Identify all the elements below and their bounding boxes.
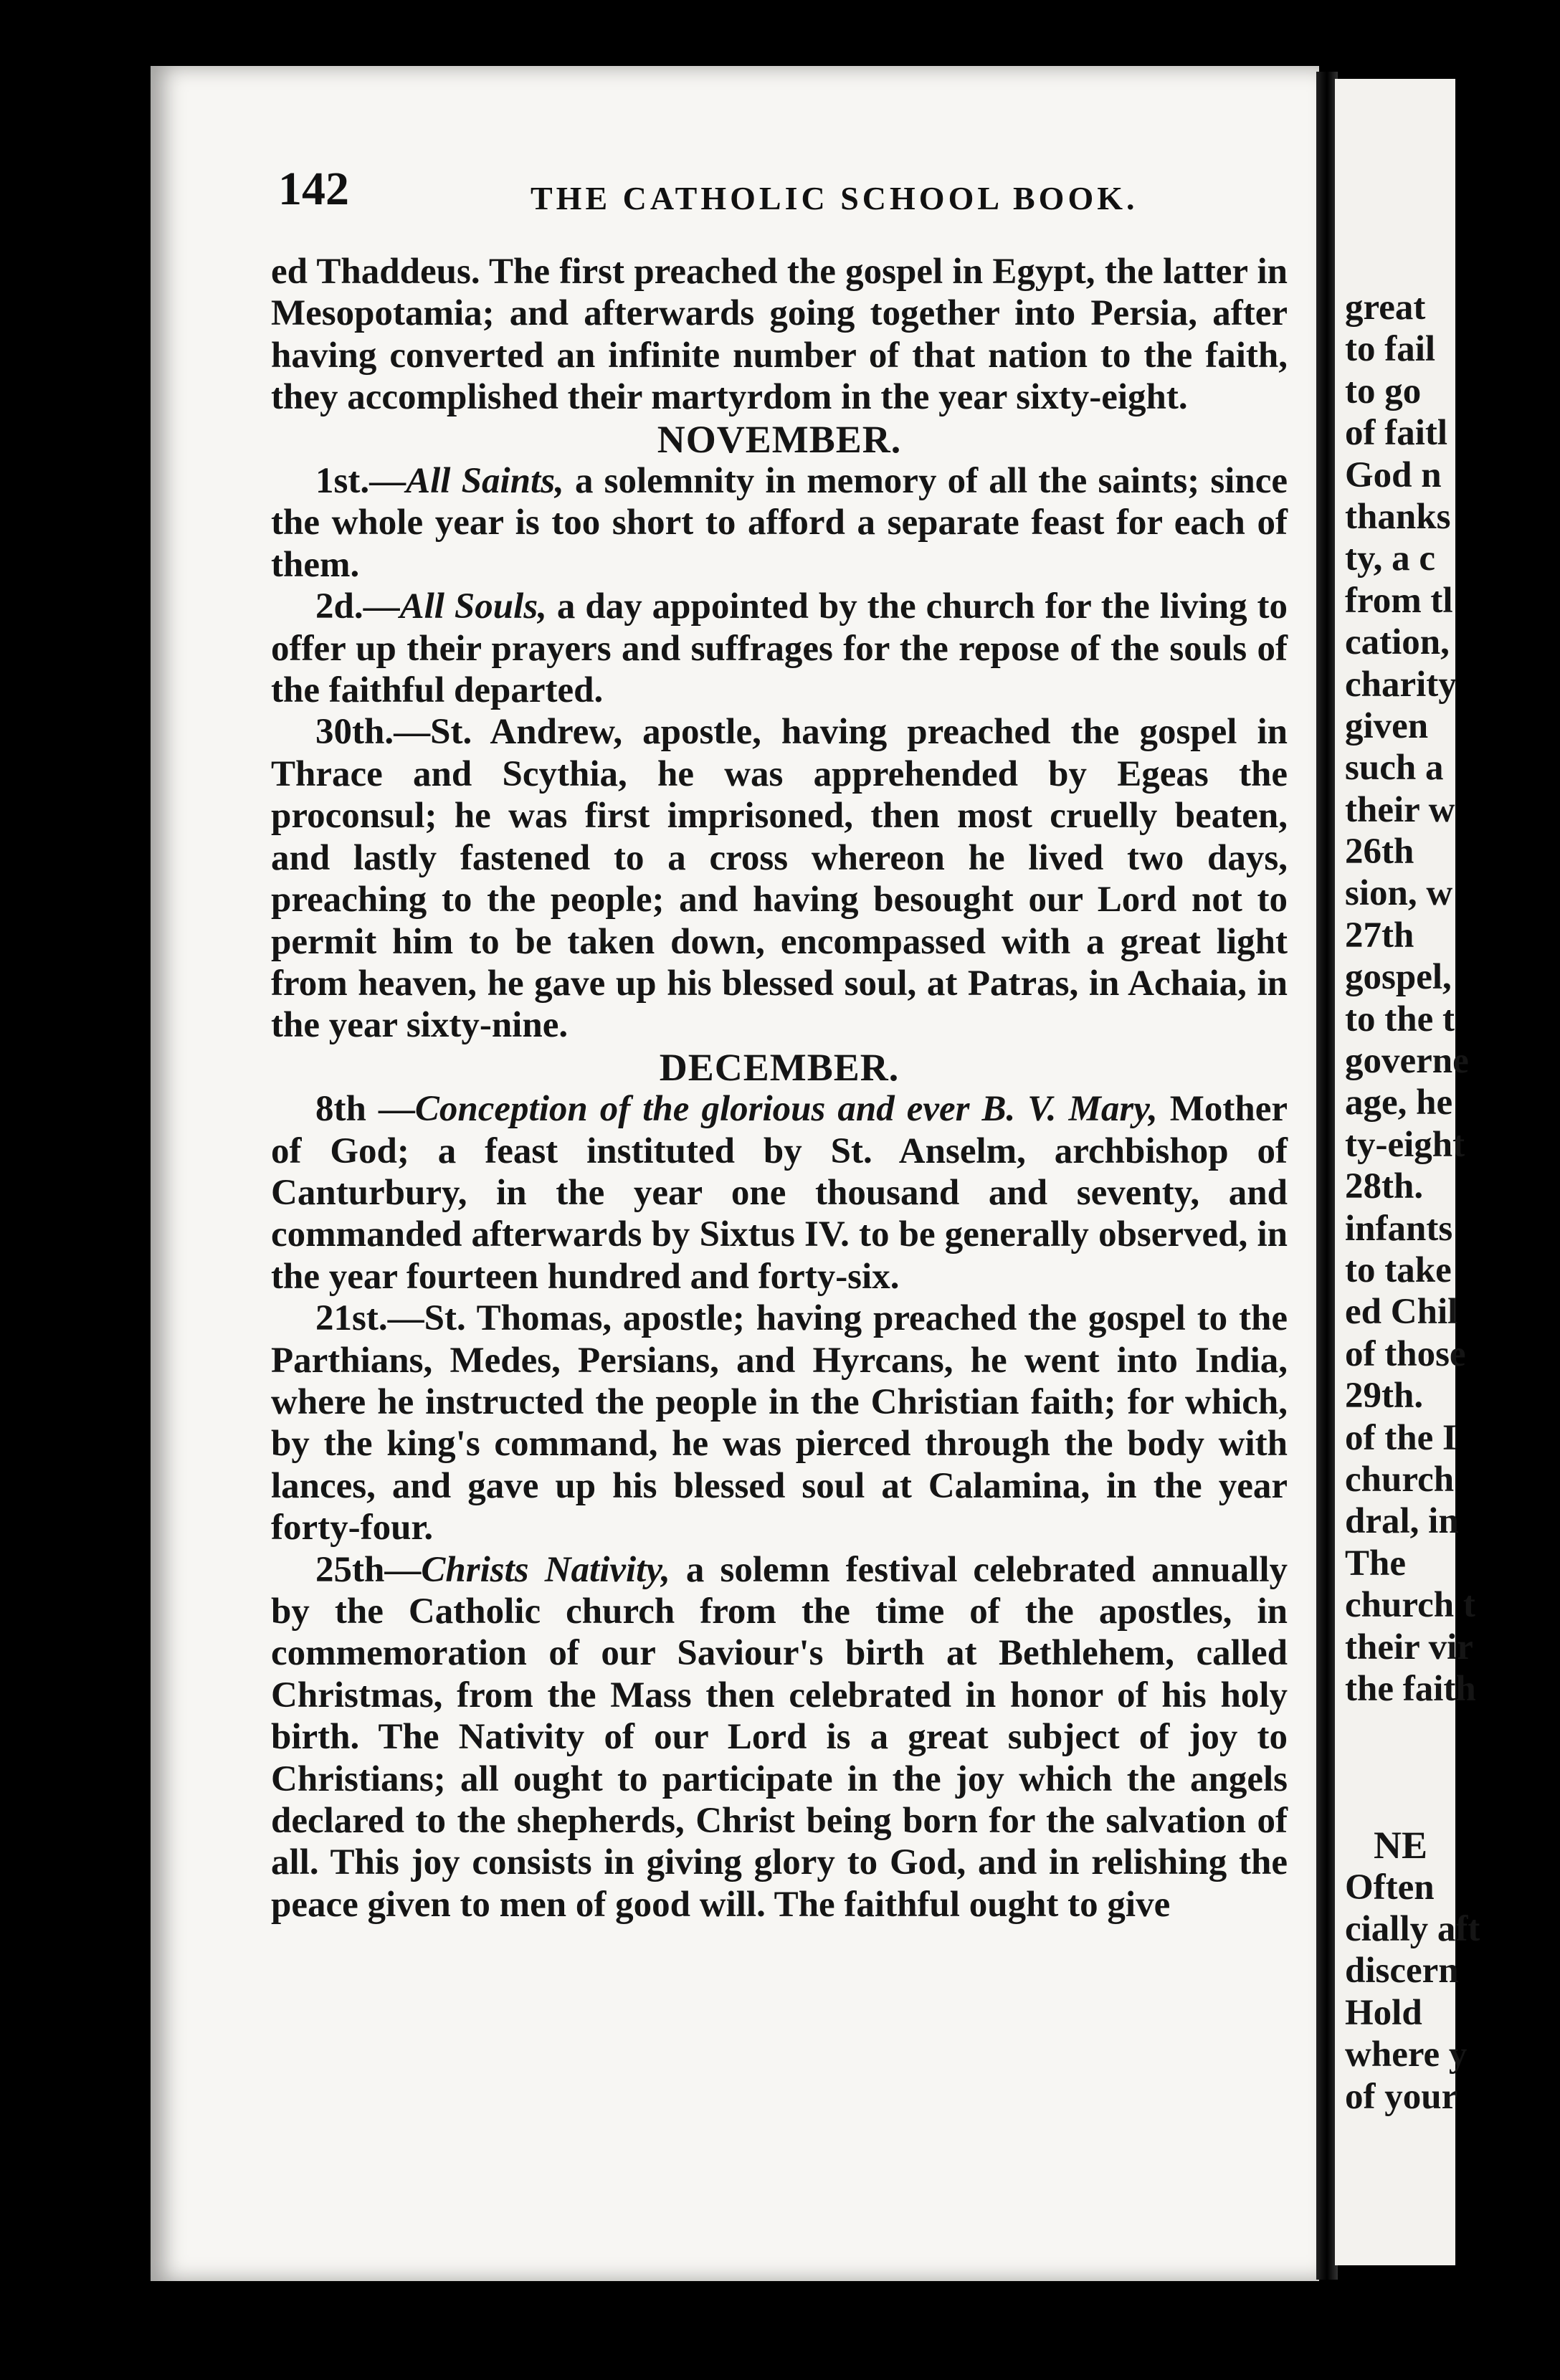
facing-line: of your — [1345, 2076, 1458, 2117]
page-number: 142 — [278, 163, 349, 215]
running-title: THE CATHOLIC SCHOOL BOOK. — [531, 180, 1138, 216]
facing-line: given — [1345, 705, 1429, 746]
entry-november-2 — [271, 586, 1288, 711]
facing-line: ed Chil — [1345, 1292, 1458, 1333]
november-heading: NOVEMBER. — [657, 417, 902, 461]
facing-line: gospel, — [1345, 957, 1452, 998]
facing-line: from tl — [1345, 580, 1453, 621]
december-heading: DECEMBER. — [659, 1045, 900, 1089]
facing-line: ty, a c — [1345, 538, 1436, 579]
facing-line: dral, in — [1345, 1501, 1459, 1542]
facing-line: Often — [1345, 1867, 1435, 1908]
facing-line: 29th. — [1345, 1376, 1424, 1417]
entry-text: Mother of God; a feast instituted by St. Anselm, archbishop of Canturbury, in the year one thousand and seventy, and commanded afterwards by Sixtus IV. to be generally observed, in the year fourteen hundred and forty-six. — [271, 1089, 1288, 1297]
entry-date: 2d.— — [315, 586, 400, 627]
entry-title: Conception of the glorious and ever B. V. Mary, — [414, 1089, 1158, 1130]
facing-line: of those — [1345, 1333, 1466, 1374]
facing-line: the faith — [1345, 1668, 1476, 1709]
entry-december-25 — [271, 1549, 1288, 1926]
main-text — [271, 251, 1288, 1926]
entry-text: a solemnity in memory of all the saints; since the whole year is too short to afford a separate feast for each of them. — [271, 461, 1288, 585]
entry-text: St. Thomas, apostle; having preached the gospel to the Parthians, Medes, Persians, and Hyrcans, he went into India, where he instructed the people in the Christian faith; for which, by the king's command, he was pierced through the body with lances, and gave up his blessed soul at Calamina, in the year forty-four. — [271, 1298, 1288, 1548]
intro-paragraph: ed Thaddeus. The first preached the gospel in Egypt, the latter in Mesopotamia; and afterwards going together into Persia, after having converted an infinite number of that nation to the faith, they accomplished their martyrdom in the year sixty-eight. — [271, 252, 1288, 418]
entry-title: All Souls, — [399, 586, 547, 627]
facing-line: charity — [1345, 664, 1457, 705]
facing-line: their vir — [1345, 1627, 1473, 1667]
entry-title: All Saints, — [406, 461, 564, 502]
facing-line: to the t — [1345, 999, 1455, 1039]
facing-line: 26th — [1345, 832, 1414, 872]
entry-text: a solemn festival celebrated annually by the Catholic church from the time of the apostles, in commemoration of our Saviour's birth at Bethlehem, called Christmas, from the Mass then celebrated in honor of his holy birth. The Nativity of our Lord is a great subject of joy to Christians; all ought to participate in the joy which the angels declared to the shepherds, Christ being born for the salvation of all. This joy consists in giving glory to God, and in relishing the peace given to men of good will. The faithful ought to give — [271, 1549, 1288, 1925]
facing-line: 28th. — [1345, 1166, 1424, 1207]
facing-line: infants — [1345, 1208, 1453, 1249]
facing-line: of faitl — [1345, 413, 1448, 454]
facing-line: to go — [1345, 371, 1422, 411]
entry-date: 1st.— — [315, 461, 406, 502]
entry-date: 21st.— — [315, 1298, 424, 1339]
facing-line: great — [1345, 287, 1426, 328]
facing-line: ty-eight — [1345, 1124, 1465, 1165]
facing-line: cation, — [1345, 622, 1450, 663]
entry-date: 8th — — [315, 1089, 415, 1130]
facing-line: Hold — [1345, 1992, 1422, 2033]
facing-line: where y — [1345, 2034, 1468, 2075]
facing-line: The — [1345, 1543, 1407, 1584]
facing-line: 27th — [1345, 915, 1414, 956]
facing-line: age, he — [1345, 1082, 1453, 1123]
facing-line: to take — [1345, 1250, 1452, 1290]
facing-line: their w — [1345, 789, 1455, 830]
facing-line: church t — [1345, 1585, 1475, 1626]
facing-page-text — [1345, 287, 1560, 2118]
entry-december-21 — [271, 1298, 1288, 1548]
facing-line: God n — [1345, 454, 1442, 495]
entry-title: Christs Nativity, — [421, 1549, 670, 1590]
facing-line: church — [1345, 1459, 1455, 1500]
entry-date: 30th.— — [315, 712, 431, 753]
entry-november-1 — [271, 460, 1288, 586]
entry-november-30 — [271, 711, 1288, 1046]
facing-line: such a — [1345, 748, 1444, 789]
facing-line: thanks — [1345, 496, 1451, 537]
facing-line: governe — [1345, 1041, 1469, 1082]
facing-line: sion, w — [1345, 873, 1453, 914]
entry-date: 25th— — [315, 1549, 422, 1590]
facing-heading: NE — [1374, 1824, 1428, 1867]
facing-gap — [1345, 1710, 1560, 1824]
facing-line: of the I — [1345, 1417, 1457, 1458]
facing-line: discern — [1345, 1951, 1459, 1991]
facing-line: cially aft — [1345, 1909, 1480, 1950]
facing-line: to fail — [1345, 329, 1436, 370]
entry-text: a day appointed by the church for the living to offer up their prayers and suffrages for the repose of the souls of the faithful departed. — [271, 586, 1288, 711]
entry-december-8 — [271, 1088, 1288, 1298]
entry-text: St. Andrew, apostle, having preached the gospel in Thrace and Scythia, he was apprehended by Egeas the proconsul; he was first imprisoned, then most cruelly beaten, and lastly fastened to a cross whereon he lived two days, preaching to the people; and having besought our Lord not to permit him to be taken down, encompassed with a great light from heaven, he gave up his blessed soul, at Patras, in Achaia, in the year sixty-nine. — [271, 712, 1288, 1046]
